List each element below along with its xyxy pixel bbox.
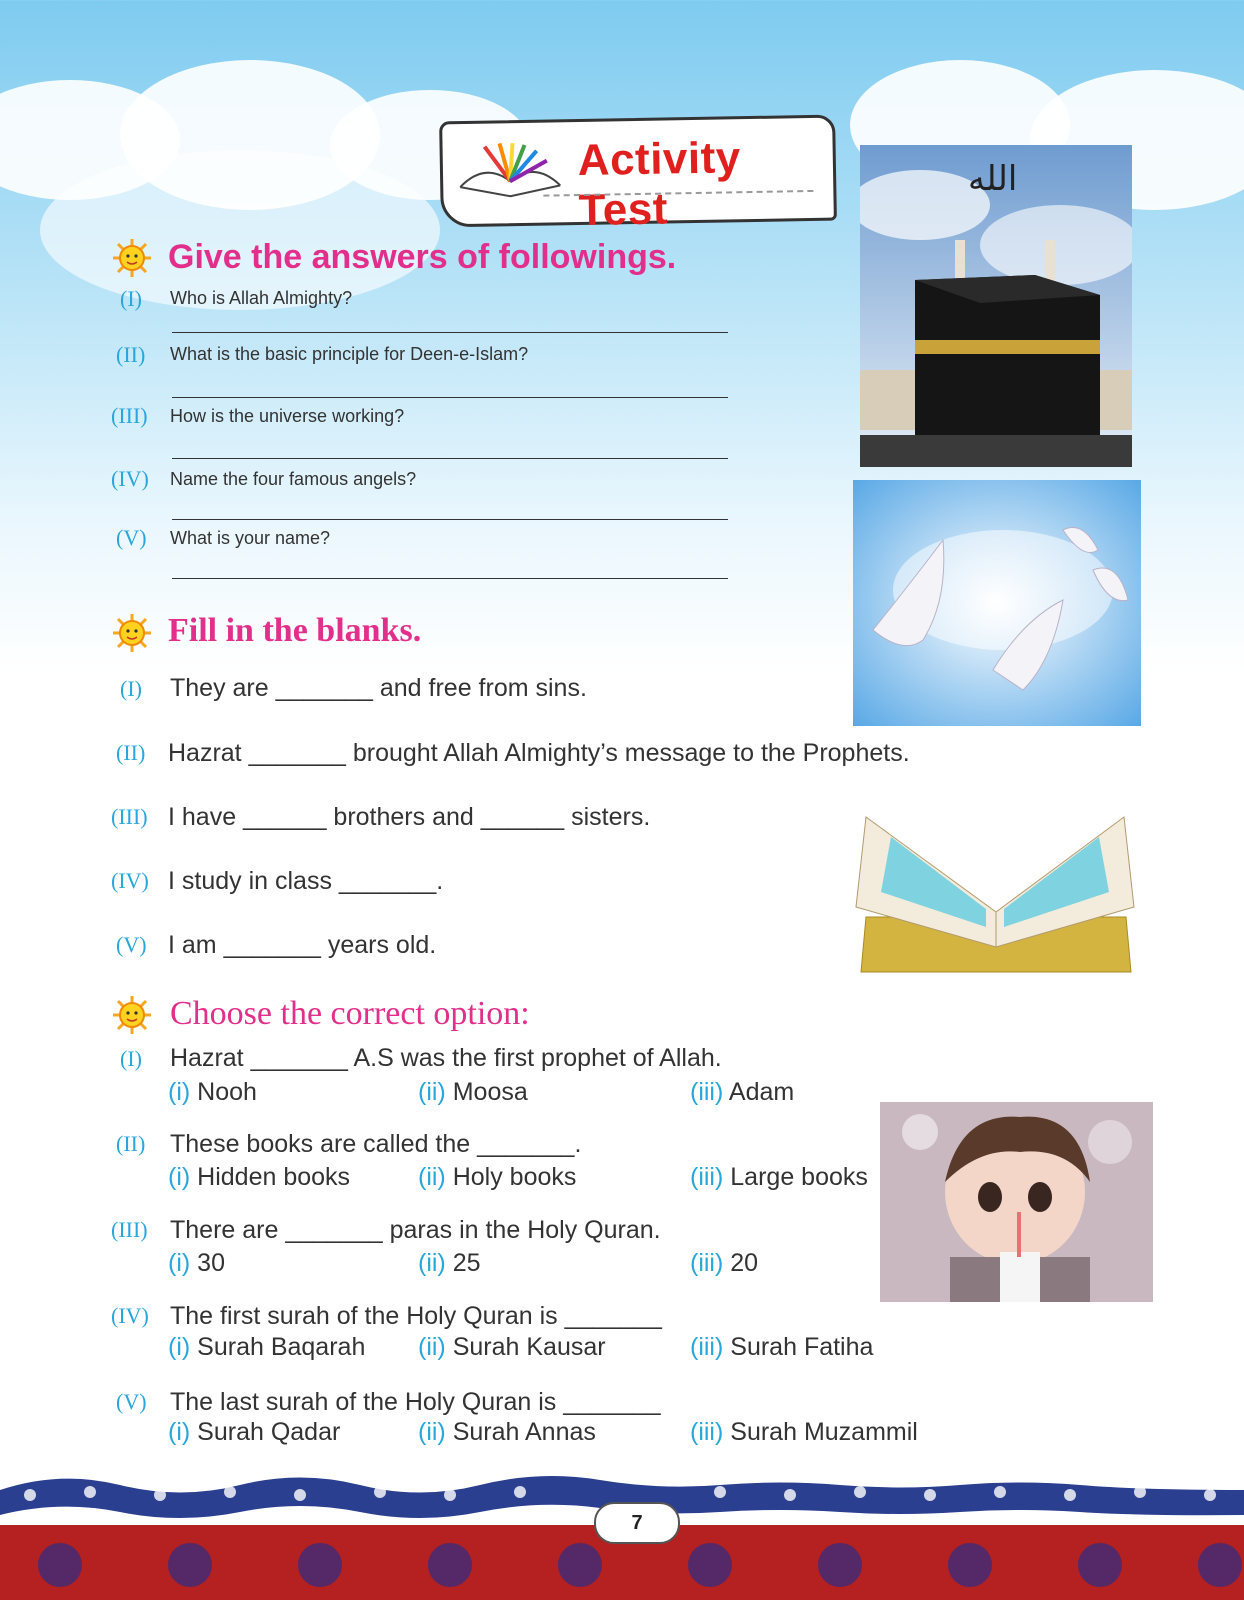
option-text: Holy books [452,1163,577,1191]
question-number: (II) [116,1131,146,1156]
option-index: (iii) [690,1333,724,1361]
sun-icon [112,613,152,653]
boy-image [880,1102,1153,1302]
option-text: Surah Muzammil [730,1418,918,1446]
option-index: (iii) [690,1078,724,1106]
question-number: (III) [111,1217,148,1242]
cloud [40,150,440,310]
question-text: What is the basic principle for Deen-e-Islam? [170,344,529,364]
option-index: (iii) [690,1418,724,1446]
question-number: (III) [111,804,148,829]
option-index: (i) [168,1078,191,1106]
question-text: The first surah of the Holy Quran is _______ [170,1302,662,1330]
question-text: There are _______ paras in the Holy Quran. [170,1216,661,1244]
option-i[interactable] [168,1418,340,1447]
kaaba-image [860,145,1132,467]
answer-line[interactable] [172,519,728,520]
option-text: Large books [730,1163,868,1191]
question-number: (IV) [111,466,149,491]
section-title-answers: Give the answers of followings. [168,238,677,276]
option-iii[interactable] [690,1418,918,1447]
option-text: 30 [197,1249,225,1277]
quran-image [846,797,1144,997]
sun-icon [112,238,152,278]
question-text: Who is Allah Almighty? [170,288,353,308]
option-text: Moosa [452,1078,528,1106]
option-index: (i) [168,1333,191,1361]
answer-line[interactable] [172,458,728,459]
option-index: (iii) [690,1249,724,1277]
question-text: I am _______ years old. [168,931,437,959]
question-text: These books are called the _______. [170,1130,582,1158]
option-i[interactable] [168,1249,225,1278]
question-number: (I) [120,676,142,701]
option-index: (ii) [418,1418,446,1446]
allah-calligraphy: الله [968,159,1018,199]
answer-line[interactable] [172,332,728,333]
question-text: The last surah of the Holy Quran is _______ [170,1388,661,1416]
option-text: 20 [730,1249,759,1277]
section-title-fill-blanks: Fill in the blanks. [168,612,422,649]
activity-test-banner [439,115,837,236]
option-ii[interactable] [418,1249,481,1278]
question-text: Hazrat _______ A.S was the first prophet of Allah. [170,1044,722,1072]
question-number: (IV) [111,868,149,893]
page-title: Activity Test [577,133,742,236]
question-number: (II) [116,342,146,367]
option-i[interactable] [168,1163,350,1192]
option-text: Surah Kausar [452,1333,606,1361]
option-iii[interactable] [690,1249,758,1278]
question-number: (IV) [111,1303,149,1328]
option-text: Nooh [197,1078,257,1106]
question-text: Hazrat _______ brought Allah Almighty’s message to the Prophets. [168,739,910,767]
option-text: Surah Annas [452,1418,596,1446]
answer-line[interactable] [172,397,728,398]
page-number: 7 [594,1502,680,1544]
section-title-choose-option: Choose the correct option: [170,995,530,1032]
option-text: 25 [452,1249,481,1277]
option-text: Hidden books [197,1163,351,1191]
option-index: (iii) [690,1163,724,1191]
option-index: (i) [168,1163,191,1191]
option-ii[interactable] [418,1163,576,1192]
doves-image [853,480,1141,726]
question-text: How is the universe working? [170,406,405,426]
option-ii[interactable] [418,1078,528,1107]
option-ii[interactable] [418,1418,596,1447]
question-text: I have ______ brothers and ______ sisters. [168,803,651,831]
option-iii[interactable] [690,1163,868,1192]
question-text: Name the four famous angels? [170,469,417,489]
option-index: (ii) [418,1249,446,1277]
question-text: I study in class _______. [168,867,444,895]
option-i[interactable] [168,1078,257,1107]
question-number: (I) [120,286,142,311]
option-text: Surah Baqarah [197,1333,366,1361]
question-number: (III) [111,403,148,428]
answer-line[interactable] [172,578,728,579]
question-text: What is your name? [170,528,331,548]
question-number: (V) [116,932,147,957]
option-text: Surah Fatiha [730,1333,874,1361]
question-number: (V) [116,1389,147,1414]
option-text: Surah Qadar [197,1418,341,1446]
question-number: (V) [116,525,147,550]
option-ii[interactable] [418,1333,606,1362]
option-index: (ii) [418,1078,446,1106]
option-index: (ii) [418,1333,446,1361]
sun-icon [112,995,152,1035]
option-i[interactable] [168,1333,365,1362]
option-text: Adam [728,1078,795,1106]
question-number: (II) [116,740,146,765]
option-index: (ii) [418,1163,446,1191]
option-iii[interactable] [690,1078,794,1107]
option-index: (i) [168,1418,191,1446]
option-iii[interactable] [690,1333,873,1362]
question-text: They are _______ and free from sins. [170,674,587,702]
question-number: (I) [120,1046,142,1071]
option-index: (i) [168,1249,191,1277]
